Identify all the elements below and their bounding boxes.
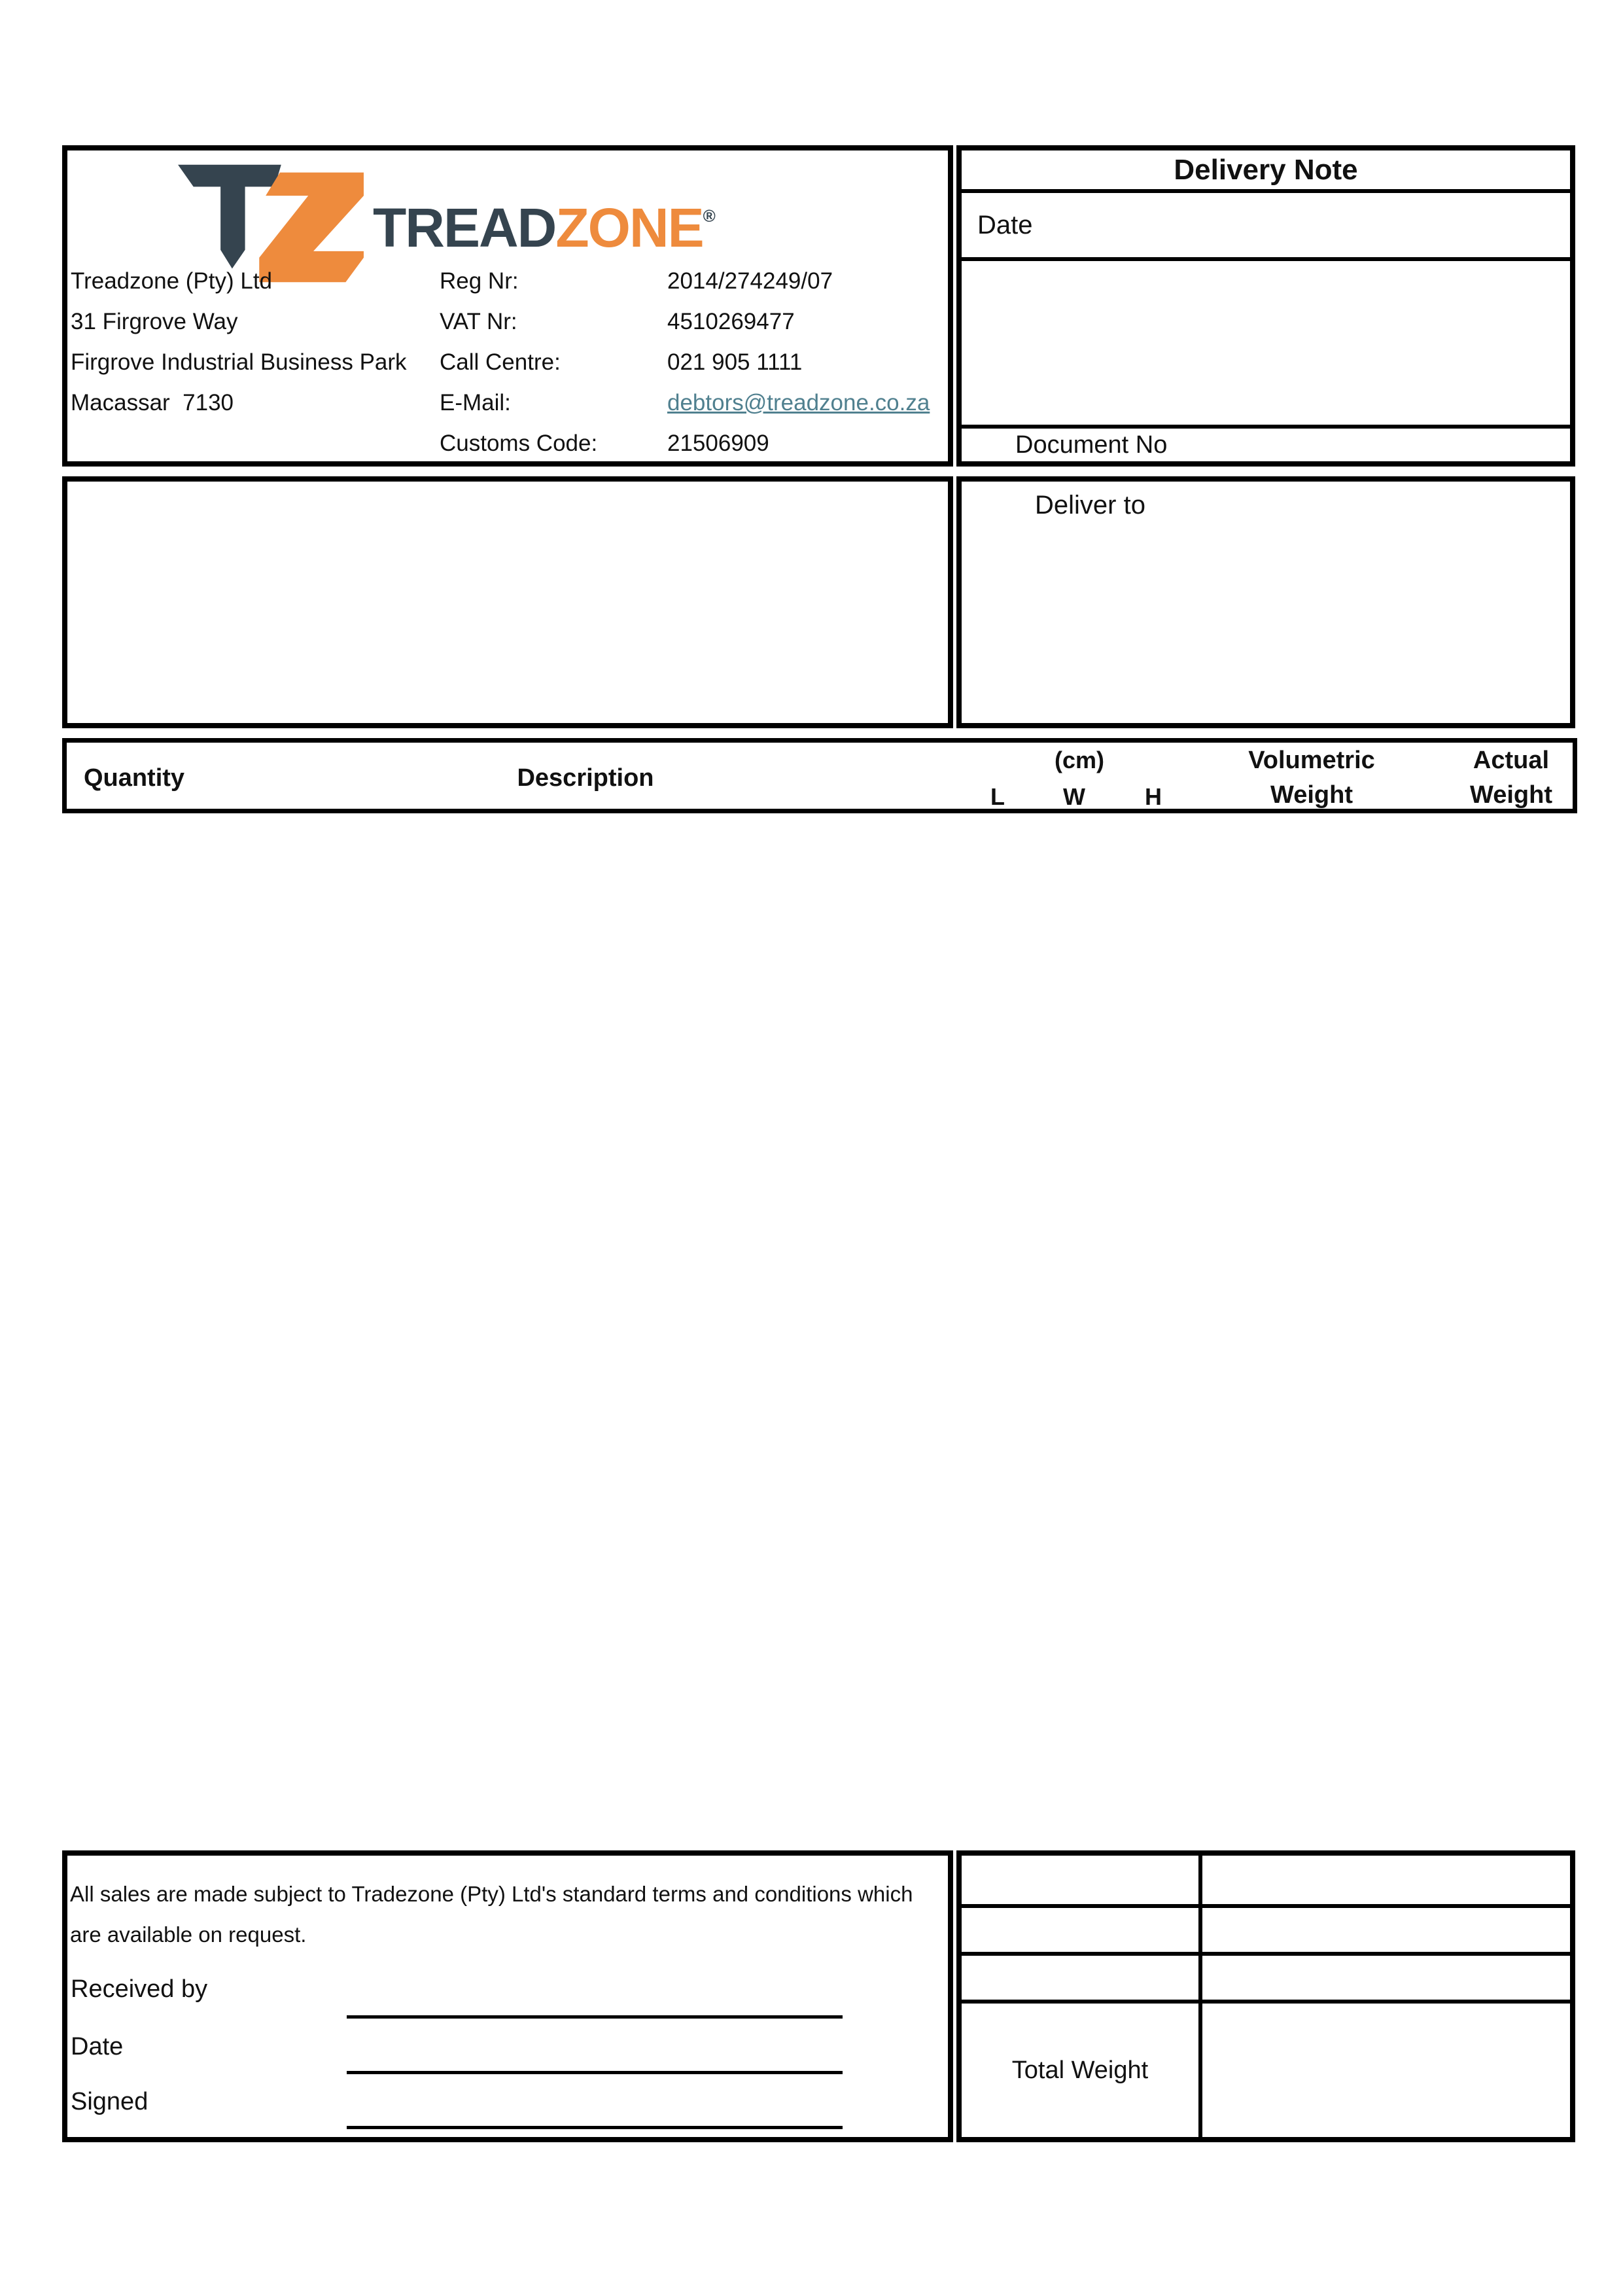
column-actual-weight-line1: Actual bbox=[1473, 747, 1550, 774]
terms-line-2: are available on request. bbox=[70, 1922, 307, 1947]
vat-nr-label: VAT Nr: bbox=[440, 309, 517, 334]
email-label: E-Mail: bbox=[440, 390, 511, 415]
signed-fill-line bbox=[347, 2126, 843, 2129]
vat-nr-value: 4510269477 bbox=[667, 309, 795, 334]
date-value-area bbox=[962, 261, 1570, 429]
weight-summary-row-3-value-cell bbox=[1202, 1956, 1570, 2000]
column-actual-weight-line2: Weight bbox=[1470, 781, 1552, 809]
received-by-fill-line bbox=[347, 2015, 843, 2019]
call-centre-label: Call Centre: bbox=[440, 349, 561, 375]
reg-nr-label: Reg Nr: bbox=[440, 268, 519, 294]
reg-nr-value: 2014/274249/07 bbox=[667, 268, 833, 294]
customs-code-value: 21506909 bbox=[667, 431, 769, 456]
delivery-note-title: Delivery Note bbox=[962, 150, 1570, 193]
received-by-label: Received by bbox=[71, 1975, 208, 2003]
weight-summary-table bbox=[956, 1850, 1575, 2142]
company-name: Treadzone (Pty) Ltd bbox=[71, 268, 273, 294]
weight-summary-row-2 bbox=[962, 1908, 1570, 1956]
weight-summary-row-1-label-cell bbox=[962, 1856, 1202, 1904]
terms-signature-box bbox=[62, 1850, 953, 2142]
customs-code-label: Customs Code: bbox=[440, 431, 598, 456]
terms-line-1: All sales are made subject to Tradezone (Pty) Ltd's standard terms and conditions which bbox=[70, 1882, 913, 1906]
treadzone-wordmark bbox=[373, 186, 716, 258]
total-weight-row bbox=[962, 2004, 1570, 2137]
column-volumetric-weight-line1: Volumetric bbox=[1248, 747, 1375, 774]
deliver-to-label: Deliver to bbox=[1035, 491, 1145, 520]
column-volumetric-weight-line2: Weight bbox=[1270, 781, 1353, 809]
weight-summary-row-3-label-cell bbox=[962, 1956, 1202, 2000]
weight-summary-row-1-value-cell bbox=[1202, 1856, 1570, 1904]
company-address-line-1: 31 Firgrove Way bbox=[71, 309, 238, 334]
deliver-to-box bbox=[956, 476, 1575, 728]
date-fill-line bbox=[347, 2071, 843, 2074]
signature-date-label: Date bbox=[71, 2033, 124, 2060]
weight-summary-row-3 bbox=[962, 1956, 1570, 2004]
items-table-header bbox=[62, 738, 1577, 813]
column-width: W bbox=[1063, 783, 1085, 810]
logo-z-shape bbox=[259, 173, 364, 283]
date-row bbox=[962, 193, 1570, 261]
total-weight-value-cell bbox=[1202, 2004, 1570, 2137]
column-length: L bbox=[990, 783, 1005, 810]
document-no-label: Document No bbox=[1015, 431, 1168, 459]
weight-summary-row-2-value-cell bbox=[1202, 1908, 1570, 1952]
date-label: Date bbox=[977, 210, 1033, 239]
document-no-row bbox=[962, 429, 1570, 461]
email-link[interactable]: debtors@treadzone.co.za bbox=[667, 390, 930, 415]
customer-address-box bbox=[62, 476, 953, 728]
company-address-line-3: Macassar 7130 bbox=[71, 390, 234, 415]
column-description: Description bbox=[517, 764, 654, 792]
column-height: H bbox=[1145, 783, 1162, 810]
terms-text bbox=[70, 1874, 913, 1955]
signed-label: Signed bbox=[71, 2088, 148, 2115]
total-weight-label: Total Weight bbox=[962, 2004, 1202, 2137]
weight-summary-row-1 bbox=[962, 1856, 1570, 1908]
wordmark-zone: ZONE bbox=[555, 197, 703, 258]
weight-summary-row-2-label-cell bbox=[962, 1908, 1202, 1952]
call-centre-value: 021 905 1111 bbox=[667, 349, 803, 375]
company-address-line-2: Firgrove Industrial Business Park bbox=[71, 349, 407, 375]
company-info-box bbox=[62, 145, 953, 467]
column-cm: (cm) bbox=[1054, 747, 1105, 773]
registered-trademark-symbol: ® bbox=[703, 206, 716, 226]
delivery-note-panel bbox=[956, 145, 1575, 467]
column-quantity: Quantity bbox=[83, 764, 185, 792]
wordmark-tread: TREAD bbox=[373, 197, 556, 258]
